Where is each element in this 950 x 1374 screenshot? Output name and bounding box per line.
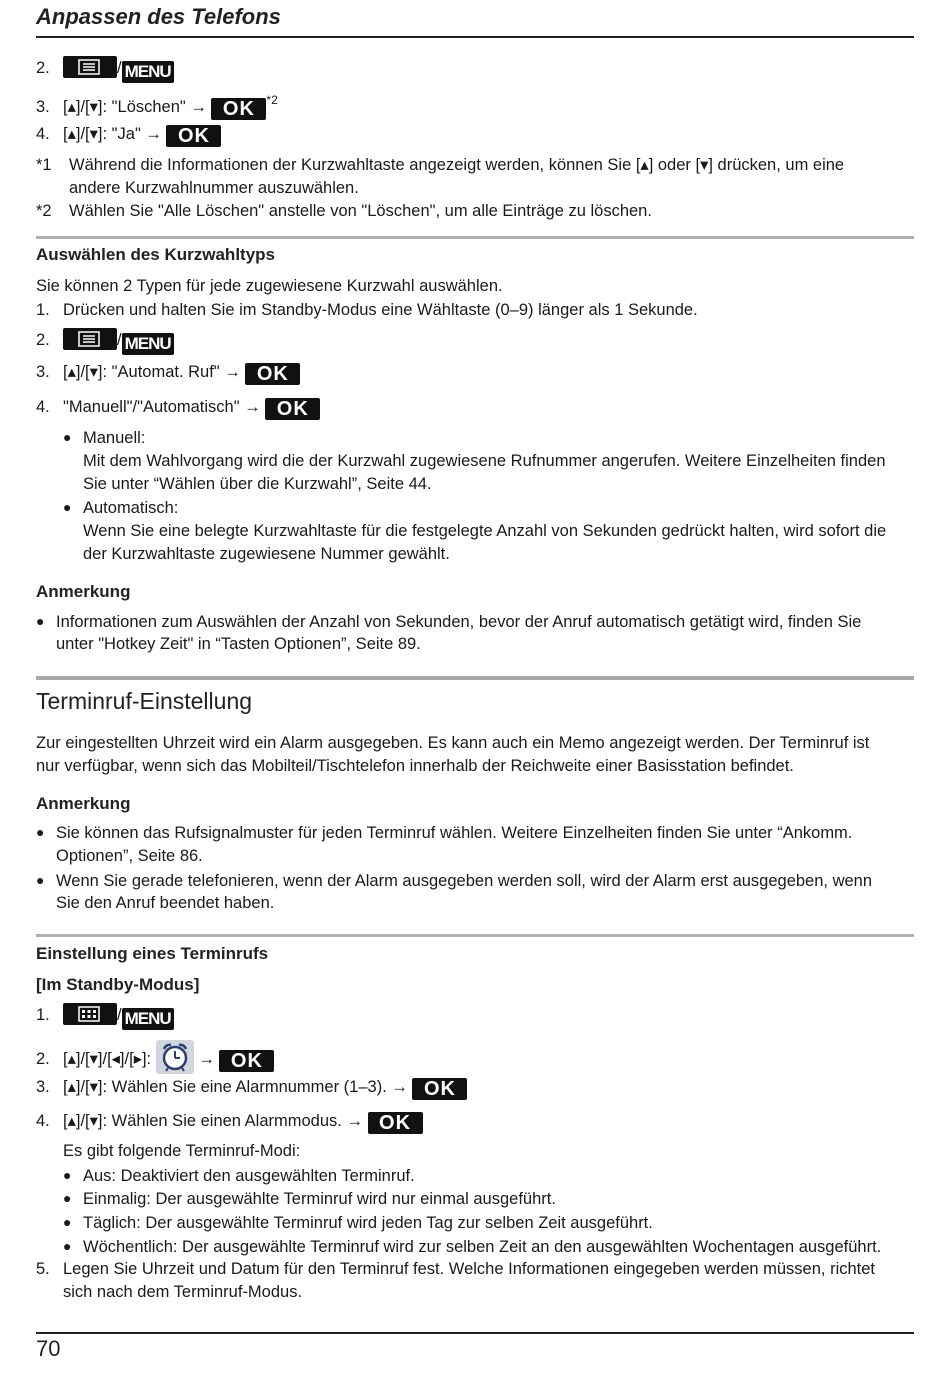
step-5-cont: sich nach dem Terminruf-Modus. [63,1283,303,1301]
intro-text: Zur eingestellten Uhrzeit wird ein Alarm ausgegeben. Es kann auch ein Memo angezeigt werden. Der Terminruf ist [36,734,870,752]
mode-text: Einmalig: Der ausgewählte Terminruf wird nur einmal ausgeführt. [83,1190,556,1208]
step-text: [▴]/[▾]: Wählen Sie einen Alarmmodus. → [63,1112,368,1130]
step-number: 3. [36,363,50,381]
bullet-manuell [63,427,145,448]
modes-intro: Es gibt folgende Terminruf-Modi: [63,1142,301,1160]
footnote-text: Während die Informationen der Kurzwahltaste angezeigt werden, können Sie [▴] oder [▾] drücken, um eine [69,156,845,174]
menu-key-label: MENU [122,1008,174,1030]
subsection-heading: Auswählen des Kurzwahltyps [36,245,275,264]
bullet: ● [63,1190,72,1206]
step-number: 1. [36,1006,50,1024]
step-text: Drücken und halten Sie im Standby-Modus eine Wähltaste (0–9) länger als 1 Sekunde. [63,301,698,319]
section-heading: Terminruf-Einstellung [36,688,253,714]
step-number: 2. [36,59,50,77]
automatisch-desc: Wenn Sie eine belegte Kurzwahltaste für die festgelegte Anzahl von Sekunden gedrückt halten, wird sofort die [83,522,887,540]
automatisch-desc-cont: der Kurzwahltaste zugewiesene Nummer gewählt. [83,545,450,563]
mode-item [63,1236,881,1257]
footnote-2 [36,201,652,221]
section-divider [36,676,914,680]
note-text: Informationen zum Auswählen der Anzahl von Sekunden, bevor der Anruf automatisch getätigt wird, finden Sie [56,613,862,631]
step-text: "Manuell"/"Automatisch" → [63,398,266,416]
bullet: ● [63,1167,72,1183]
alarm-clock-icon [156,1040,194,1074]
step-number: 2. [36,1050,50,1068]
intro-text: Sie können 2 Typen für jede zugewiesene Kurzwahl auswählen. [36,277,503,295]
step-number: 4. [36,1112,50,1130]
bullet-label: Automatisch: [83,499,179,517]
step-3-loeschen [36,90,278,120]
menu-list-icon [63,328,117,350]
footer-rule [36,1332,914,1334]
ok-key-label: OK [368,1112,423,1134]
step-number: 5. [36,1260,50,1278]
step-number: 3. [36,1078,50,1096]
menu-grid-icon [63,1003,117,1025]
bullet-automatisch [63,497,178,518]
footnote-ref: *2 [266,93,278,107]
ok-key-label: OK [219,1050,274,1072]
step-1-menu: 1. / MENU [36,1003,174,1030]
step-number: 2. [36,331,50,349]
mode-text: Aus: Deaktiviert den ausgewählten Terminruf. [83,1167,415,1185]
page-number: 70 [36,1336,61,1361]
page-header-title: Anpassen des Telefons [36,4,281,29]
step-text: [▴]/[▾]: "Automat. Ruf" → [63,363,246,381]
footnote-mark: *2 [36,202,52,220]
intro-text-cont: nur verfügbar, wenn sich das Mobilteil/Tischtelefon innerhalb der Reichweite einer Basisstation befindet. [36,757,794,775]
note-text: Wenn Sie gerade telefonieren, wenn der Alarm ausgegeben werden soll, wird der Alarm erst ausgegeben, wenn [56,872,873,890]
note-text-cont: Optionen”, Seite 86. [56,847,203,865]
note-item [36,822,852,843]
step-number: 1. [36,301,50,319]
step-5 [36,1259,875,1279]
bullet: ● [63,1238,72,1254]
step-2-alarm: 2. [▴]/[▾]/[◂]/[▸]: → OK [36,1040,274,1074]
section-divider [36,934,914,937]
step-number: 4. [36,125,50,143]
step-text: Legen Sie Uhrzeit und Datum für den Terminruf fest. Welche Informationen eingegeben werden müssen, richtet [63,1260,876,1278]
note-text: Sie können das Rufsignalmuster für jeden Terminruf wählen. Weitere Einzelheiten finden Sie unter “Ankomm. [56,824,853,842]
step-2-menu: 2. / MENU [36,328,174,355]
note-heading: Anmerkung [36,794,131,813]
step-number: 3. [36,98,50,116]
ok-key-label: OK [265,398,320,420]
note-text-cont: Sie den Anruf beendet haben. [56,894,275,912]
bullet: ● [36,824,45,840]
step-3-alarmnummer [36,1077,467,1100]
footnote-text: Wählen Sie "Alle Löschen" anstelle von "Löschen", um alle Einträge zu löschen. [69,202,652,220]
menu-list-icon [63,56,117,78]
header-rule [36,36,914,38]
mode-text: Wöchentlich: Der ausgewählte Terminruf wird zur selben Zeit an den ausgewählten Wochentagen ausgeführt. [83,1238,882,1256]
step-text: [▴]/[▾]/[◂]/[▸]: [63,1050,156,1068]
menu-key-label: MENU [122,333,174,355]
menu-key-label: MENU [122,61,174,83]
mode-text: Täglich: Der ausgewählte Terminruf wird jeden Tag zur selben Zeit ausgeführt. [83,1214,653,1232]
manuell-desc-cont: Sie unter “Wählen über die Kurzwahl”, Seite 44. [83,475,432,493]
mode-item [63,1212,653,1233]
note-heading: Anmerkung [36,582,131,601]
manuell-desc: Mit dem Wahlvorgang wird die der Kurzwahl zugewiesene Rufnummer angerufen. Weitere Einzelheiten finden [83,452,886,470]
step-2-menu [36,56,174,83]
step-4-alarmmodus [36,1111,423,1134]
section-divider [36,236,914,239]
step-text: [▴]/[▾]: "Löschen" → [63,98,212,116]
bullet: ● [36,613,45,629]
bullet: ● [36,872,45,888]
mode-label: [Im Standby-Modus] [36,975,200,994]
bullet: ● [63,1214,72,1230]
step-1 [36,300,698,320]
step-4-ja [36,124,221,147]
step-text: [▴]/[▾]: "Ja" → [63,125,167,143]
subsection-heading: Einstellung eines Terminrufs [36,944,269,963]
step-4-manuell-automatisch [36,397,320,420]
step-text: [▴]/[▾]: Wählen Sie eine Alarmnummer (1–3). → [63,1078,413,1096]
slash: / [117,59,122,77]
note-text-cont: unter "Hotkey Zeit" in “Tasten Optionen”, Seite 89. [56,635,421,653]
note-item [36,870,872,891]
ok-key-label: OK [166,125,221,147]
mode-item [63,1165,415,1186]
mode-item [63,1188,556,1209]
bullet: ● [63,499,72,515]
ok-key-label: OK [245,363,300,385]
ok-key-label: OK [412,1078,467,1100]
footnote-1 [36,155,844,175]
bullet: ● [63,429,72,445]
footnote-1-cont: andere Kurzwahlnummer auszuwählen. [69,179,359,197]
step-number: 4. [36,398,50,416]
step-3-automat [36,362,300,385]
ok-key-label: OK [211,98,266,120]
bullet-label: Manuell: [83,429,146,447]
note-item [36,611,861,632]
footnote-mark: *1 [36,156,52,174]
